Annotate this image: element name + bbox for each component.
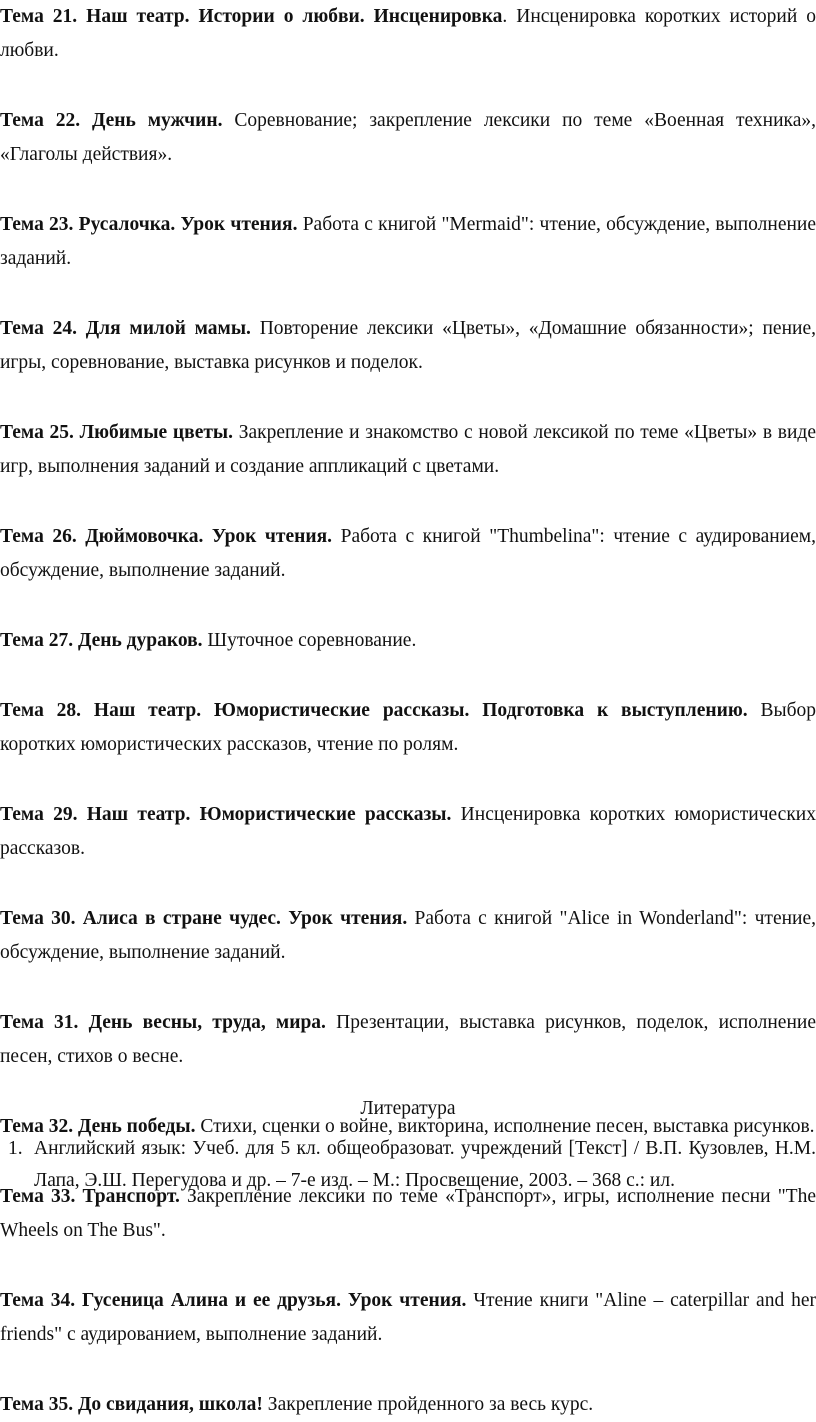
literature-list [0,1133,816,1197]
topic-body: Работа с книгой "Alice in Wonderland": чтение, обсуждение, выполнение заданий. [0,908,816,963]
topic-title: Тема 30. Алиса в стране чудес. Урок чтения. [0,908,408,929]
topic-title: Тема 29. Наш театр. Юмористические рассказы. [0,804,452,825]
topic-body: Стихи, сценки о войне, викторина, исполнение песен, выставка рисунков. [195,1116,815,1137]
topic-body: Закрепление лексики по теме «Транспорт», игры, исполнение песни "The Wheels on The Bus". [0,1186,816,1241]
topic-31 [0,1006,816,1074]
topic-title: Тема 31. День весны, труда, мира. [0,1012,326,1033]
topic-title: Тема 24. Для милой мамы. [0,318,251,339]
topic-body: Закрепление и знакомство с новой лексикой по теме «Цветы» в виде игр, выполнения заданий и создание аппликаций с цветами. [0,422,816,477]
literature-heading: Литература [360,1098,456,1119]
topic-25 [0,416,816,484]
topic-22 [0,104,816,172]
topic-24 [0,312,816,380]
topic-body: Презентации, выставка рисунков, поделок, исполнение песен, стихов о весне. [0,1012,816,1067]
topic-title: Тема 34. Гусеница Алина и ее друзья. Урок чтения. [0,1290,467,1311]
topic-title: Тема 22. День мужчин. [0,110,223,131]
topic-body: Чтение книги "Aline – caterpillar and her friends" с аудированием, выполнение заданий. [0,1290,816,1345]
topic-body: Работа с книгой "Mermaid": чтение, обсуждение, выполнение заданий. [0,214,816,269]
topic-body: Шуточное соревнование. [202,630,417,651]
topic-body: Соревнование; закрепление лексики по теме «Военная техника», «Глаголы действия». [0,110,816,165]
topic-30 [0,902,816,970]
topic-35 [0,1388,816,1422]
topic-title: Тема 27. День дураков. [0,630,203,651]
topic-title: Тема 32. День победы. [0,1116,196,1137]
topic-title: Тема 21. Наш театр. Истории о любви. Инсценировка [0,6,503,27]
topic-title: Тема 25. Любимые цветы. [0,422,234,443]
topic-title: Тема 23. Русалочка. Урок чтения. [0,214,298,235]
topic-28 [0,694,816,762]
topic-body: Закрепление пройденного за весь курс. [262,1394,594,1415]
topic-body: . Инсценировка коротких историй о любви. [0,6,816,61]
topic-23 [0,208,816,276]
topic-title: Тема 26. Дюймовочка. Урок чтения. [0,526,333,547]
literature-item-number: 1. [8,1138,23,1159]
literature-item [0,1133,816,1197]
topic-27 [0,624,816,658]
topic-29 [0,798,816,866]
topic-26 [0,520,816,588]
topic-34 [0,1284,816,1352]
topic-21 [0,0,816,68]
topic-body: Выбор коротких юмористических рассказов, чтение по ролям. [0,700,816,755]
topic-title: Тема 33. Транспорт. [0,1186,180,1207]
topic-title: Тема 28. Наш театр. Юмористические рассказы. Подготовка к выступлению. [0,700,748,721]
topic-body: Работа с книгой "Thumbelina": чтение с аудированием, обсуждение, выполнение заданий. [0,526,816,581]
topic-body: Инсценировка коротких юмористических рассказов. [0,804,816,859]
literature-item-text: Английский язык: Учеб. для 5 кл. общеобразоват. учреждений [Текст] / В.П. Кузовлев, Н.М. Лапа, Э.Ш. Перегудова и др. – 7-е изд. – М.: Просвещение, 2003. – 368 с.: ил. [34,1138,816,1191]
topic-body: Повторение лексики «Цветы», «Домашние обязанности»; пение, игры, соревнование, выставка рисунков и поделок. [0,318,816,373]
topic-title: Тема 35. До свидания, школа! [0,1394,263,1415]
